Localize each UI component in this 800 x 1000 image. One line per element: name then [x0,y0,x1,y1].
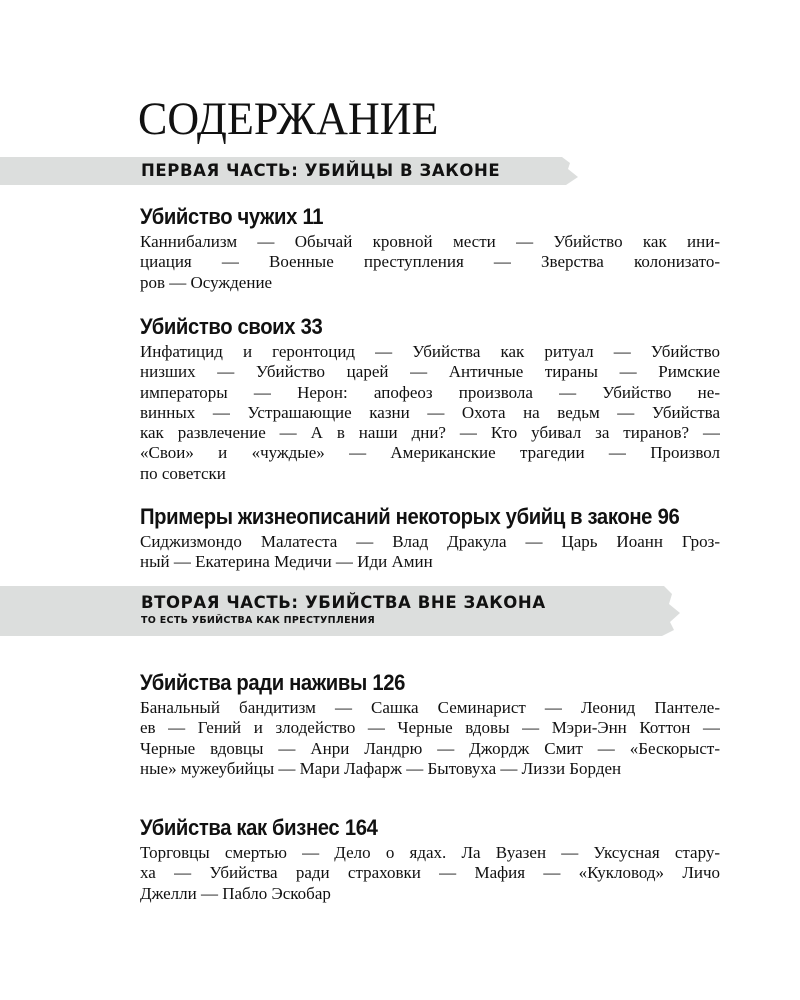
chapter-summary [140,232,720,293]
summary-line: ев — Гений и злодейство — Черные вдовы — Мэри-Энн Коттон — [140,718,720,738]
summary-line: ха — Убийства ради страховки — Мафия — «Кукловод» Личо [140,863,720,883]
chapter-title: Примеры жизнеописаний некоторых убийц в законе [140,504,653,529]
chapter-killing-own[interactable] [140,314,720,484]
chapter-summary [140,532,720,573]
summary-line: Черные вдовцы — Анри Ландрю — Джордж Смит — «Бескорыст- [140,738,720,758]
summary-line: Сиджизмондо Малатеста — Влад Дракула — Царь Иоанн Гроз- [140,532,720,551]
summary-line: «Свои» и «чуждые» — Американские трагедии — Произвол [140,443,720,463]
page-title: СОДЕРЖАНИЕ [138,93,439,145]
summary-line: Инфатицид и геронтоцид — Убийства как ритуал — Убийство [140,342,720,361]
summary-line: ров — Осуждение [140,272,273,292]
part-two-subtitle: ТО ЕСТЬ УБИЙСТВА КАК ПРЕСТУПЛЕНИЯ [141,615,375,626]
chapter-page-number: 11 [302,204,324,229]
chapter-summary [140,342,720,484]
chapter-page-number: 126 [372,670,406,695]
summary-line: циация — Военные преступления — Зверства колонизато- [140,252,720,272]
chapter-page-number: 164 [344,815,378,840]
chapter-killing-for-profit[interactable] [140,670,720,779]
chapter-heading [140,314,674,340]
chapter-title: Убийства как бизнес [140,815,340,840]
chapter-killing-as-business[interactable] [140,815,720,904]
summary-line: императоры — Нерон: апофеоз произвола — Убийство не- [140,382,720,402]
chapter-heading [140,204,674,230]
chapter-title: Убийство чужих [140,204,297,229]
chapter-summary [140,698,720,779]
chapter-killing-strangers[interactable] [140,204,720,293]
chapter-biographies[interactable] [140,504,720,573]
summary-line: как развлечение — А в наши дни? — Кто убивал за тиранов? — [140,423,720,443]
summary-line: Джелли — Пабло Эскобар [140,883,331,903]
summary-line: винных — Устрашающие казни — Охота на ведьм — Убийства [140,402,720,422]
summary-line: ные» мужеубийцы — Мари Лафарж — Бытовуха — Лиззи Борден [140,758,622,778]
part-one-title: ПЕРВАЯ ЧАСТЬ: УБИЙЦЫ В ЗАКОНЕ [141,161,501,180]
chapter-heading [140,815,674,841]
chapter-page-number: 33 [300,314,323,339]
summary-line: Каннибализм — Обычай кровной мести — Убийство как ини- [140,232,720,251]
chapter-heading [140,670,674,696]
summary-line: ный — Екатерина Медичи — Иди Амин [140,552,433,572]
chapter-title: Убийства ради наживы [140,670,367,695]
summary-line: по советски [140,463,226,483]
summary-line: Торговцы смертью — Дело о ядах. Ла Вуазен — Уксусная стару- [140,843,720,862]
chapter-title: Убийство своих [140,314,296,339]
chapter-summary [140,843,720,904]
part-two-title: ВТОРАЯ ЧАСТЬ: УБИЙСТВА ВНЕ ЗАКОНА [141,593,546,612]
chapter-page-number: 96 [657,504,680,529]
chapter-heading [140,504,680,530]
summary-line: низших — Убийство царей — Античные тираны — Римские [140,362,720,382]
summary-line: Банальный бандитизм — Сашка Семинарист — Леонид Пантеле- [140,698,720,717]
